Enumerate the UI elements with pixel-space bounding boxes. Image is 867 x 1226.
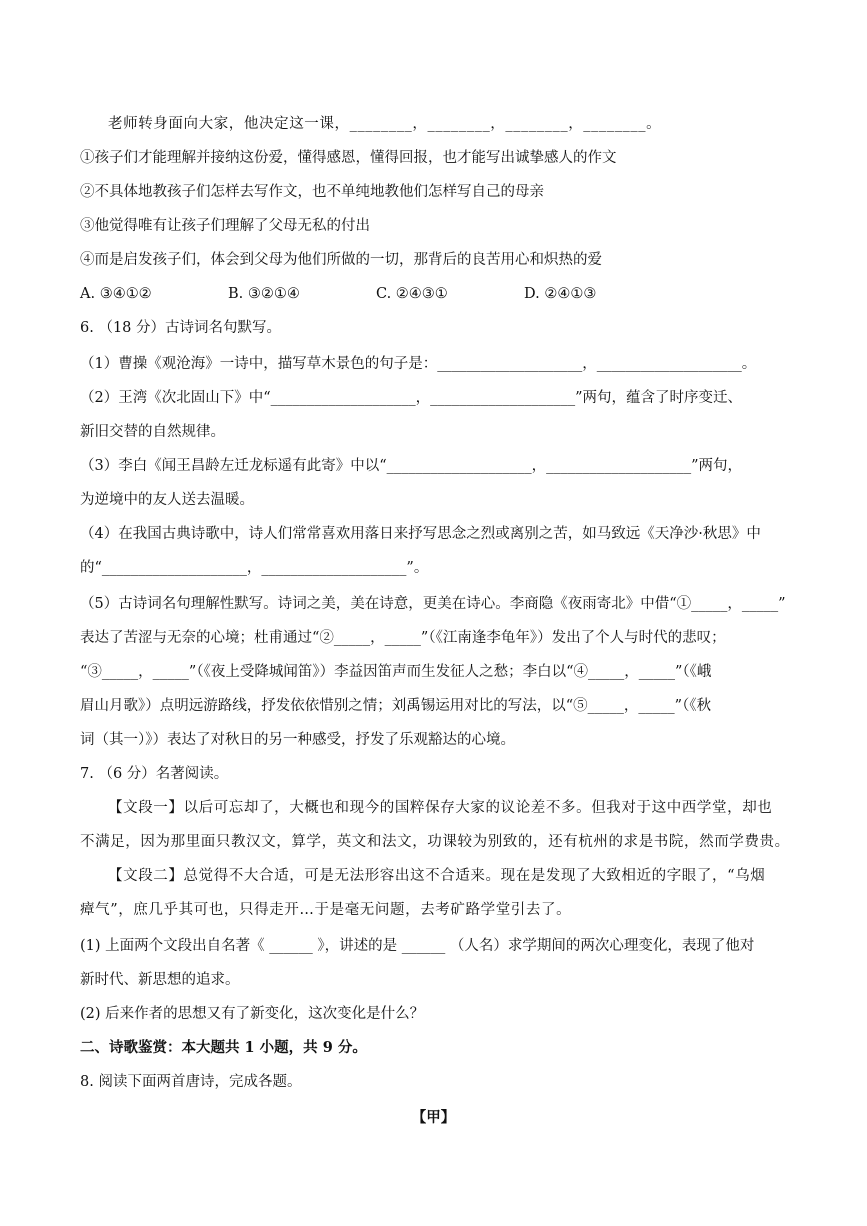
poem-a-heading: 【甲】 bbox=[411, 1109, 456, 1126]
question-6-5-line2: 表达了苦涩与无奈的心境；杜甫通过“②_____，_____”（《江南逢李龟年》）发出了个人与时代的悲叹； bbox=[80, 630, 726, 646]
sentence-1: ①孩子们才能理解并接纳这份爱，懂得感恩，懂得回报，也才能写出诚挚感人的作文 bbox=[80, 150, 617, 166]
option-a: A. ③④①② bbox=[80, 286, 152, 302]
option-d: D. ②④①③ bbox=[524, 286, 597, 302]
section-2-heading: 二、诗歌鉴赏：本大题共 1 小题，共 9 分。 bbox=[80, 1039, 367, 1056]
question-8-title: 8. 阅读下面两首唐诗，完成各题。 bbox=[80, 1074, 302, 1090]
option-b: B. ③②①④ bbox=[228, 286, 300, 302]
question-6-4: （4）在我国古典诗歌中，诗人们常常喜欢用落日来抒写思念之烈或离别之苦，如马致远《天净沙·秋思》中 bbox=[80, 526, 761, 542]
question-6-1: （1）曹操《观沧海》一诗中，描写草木景色的句子是：____________________，____________________。 bbox=[80, 356, 757, 372]
excerpt-2: 【文段二】总觉得不大合适，可是无法形容出这不合适来。现在是发现了大致相近的字眼了，“乌烟 bbox=[108, 868, 766, 884]
question-7-2: (2) 后来作者的思想又有了新变化，这次变化是什么？ bbox=[80, 1006, 425, 1022]
sentence-3: ③他觉得唯有让孩子们理解了父母无私的付出 bbox=[80, 218, 370, 234]
question-6-2: （2）王湾《次北固山下》中“____________________，____________________”两句，蕴含了时序变迁、 bbox=[80, 390, 743, 406]
question-6-3-cont: 为逆境中的友人送去温暖。 bbox=[80, 492, 254, 508]
question-6-title: 6. （18 分）古诗词名句默写。 bbox=[80, 320, 282, 336]
question-6-5-line4: 眉山月歌》）点明远游路线，抒发依依惜别之情；刘禹锡运用对比的写法，以“⑤_____，_____”（《秋 bbox=[80, 698, 712, 714]
sentence-2: ②不具体地教孩子们怎样去写作文，也不单纯地教他们怎样写自己的母亲 bbox=[80, 184, 544, 200]
question-7-title: 7. （6 分）名著阅读。 bbox=[80, 766, 229, 782]
question-6-5-line5: 词（其一）》）表达了对秋日的另一种感受，抒发了乐观豁达的心境。 bbox=[80, 732, 515, 748]
option-c: C. ②④③① bbox=[376, 286, 448, 302]
answer-options bbox=[80, 284, 792, 304]
excerpt-1: 【文段一】以后可忘却了，大概也和现今的国粹保存大家的议论差不多。但我对于这中西学堂，却也 bbox=[108, 800, 773, 816]
question-6-4-cont: 的“____________________，____________________”。 bbox=[80, 560, 429, 576]
question-6-3: （3）李白《闻王昌龄左迁龙标遥有此寄》中以“____________________，____________________”两句， bbox=[80, 458, 743, 474]
excerpt-2-cont: 瘴气”，庶几乎其可也，只得走开…于是毫无问题，去考矿路学堂引去了。 bbox=[80, 902, 572, 918]
question-6-2-cont: 新旧交替的自然规律。 bbox=[80, 424, 225, 440]
question-7-1: (1) 上面两个文段出自名著《 ______ 》，讲述的是 ______ （人名）求学期间的两次心理变化，表现了他对 bbox=[80, 938, 755, 954]
question-5-stem: 老师转身面向大家，他决定这一课，________，________，________，________。 bbox=[108, 116, 662, 132]
question-6-5-line3: “③_____，_____”（《夜上受降城闻笛》）李益因笛声而生发征人之愁；李白以“④_____，_____”（《峨 bbox=[80, 664, 712, 680]
question-6-5: （5）古诗词名句理解性默写。诗词之美，美在诗意，更美在诗心。李商隐《夜雨寄北》中借“①_____，_____” bbox=[80, 596, 786, 612]
sentence-4: ④而是启发孩子们，体会到父母为他们所做的一切，那背后的良苦用心和炽热的爱 bbox=[80, 252, 602, 268]
excerpt-1-cont: 不满足，因为那里面只教汉文，算学，英文和法文，功课较为别致的，还有杭州的求是书院，然而学费贵。 bbox=[80, 834, 790, 850]
question-7-1-cont: 新时代、新思想的追求。 bbox=[80, 972, 240, 988]
